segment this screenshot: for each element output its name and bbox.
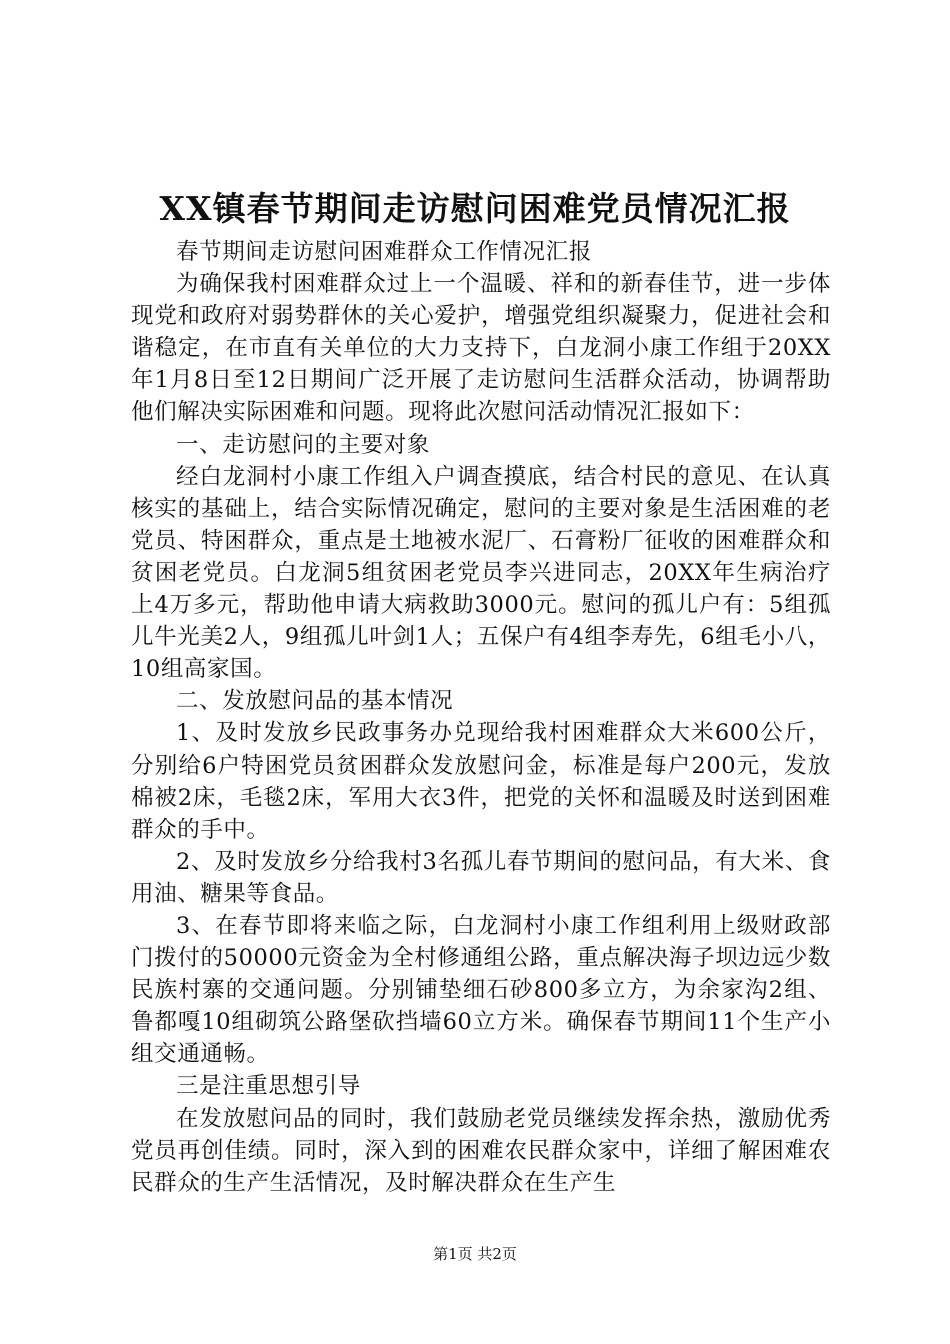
section-2-item-2: 2、及时发放乡分给我村3名孤儿春节期间的慰问品，有大米、食用油、糖果等食品。 <box>131 848 831 907</box>
section-heading-3: 三是注重思想引导 <box>176 1073 361 1100</box>
section-3-paragraph: 在发放慰问品的同时，我们鼓励老党员继续发挥余热，激励优秀党员再创佳绩。同时，深入到的困难农民群众家中，详细了解困难农民群众的生产生活情况，及时解决群众在生产生 <box>131 1105 831 1196</box>
subtitle-paragraph: 春节期间走访慰问困难群众工作情况汇报 <box>176 239 592 265</box>
intro-paragraph: 为确保我村困难群众过上一个温暖、祥和的新春佳节，进一步体现党和政府对弱势群休的关心爱护，增强党组织凝聚力，促进社会和谐稳定，在市直有关单位的大力支持下，白龙洞小康工作组于20XX年1月8日至12日期间广泛开展了走访慰问生活群众活动，协调帮助他们解决实际困难和问题。现将此次慰问活动情况汇报如下： <box>131 271 831 426</box>
page-footer: 第1页 共2页 <box>433 1245 517 1263</box>
section-heading-2: 二、发放慰问品的基本情况 <box>176 688 454 715</box>
document-title: XX镇春节期间走访慰问困难党员情况汇报 <box>159 189 791 228</box>
section-heading-1: 一、走访慰问的主要对象 <box>176 431 431 458</box>
section-2-item-3: 3、在春节即将来临之际，白龙洞村小康工作组利用上级财政部门拨付的50000元资金为全村修通组公路，重点解决海子坝边远少数民族村寨的交通问题。分别铺垫细石砂800多立方，为余家沟2组、鲁都嘎10组砌筑公路堡砍挡墙60立方米。确保春节期间11个生产小组交通通畅。 <box>131 912 831 1068</box>
section-1-paragraph: 经白龙洞村小康工作组入户调查摸底，结合村民的意见、在认真核实的基础上，结合实际情况确定，慰问的主要对象是生活困难的老党员、特困群众，重点是土地被水泥厂、石膏粉厂征收的困难群众和贫困老党员。白龙洞5组贫困老党员李兴进同志，20XX年生病治疗上4万多元，帮助他申请大病救助3000元。慰问的孤儿户有：5组孤儿牛光美2人，9组孤儿叶剑1人；五保户有4组李寿先，6组毛小八，10组高家国。 <box>131 463 831 683</box>
document-body <box>131 236 831 1199</box>
section-2-item-1: 1、及时发放乡民政事务办兑现给我村困难群众大米600公斤，分别给6户特困党员贫困群众发放慰问金，标准是每户200元，发放棉被2床，毛毯2床，军用大衣3件，把党的关怀和温暖及时送到困难群众的手中。 <box>131 720 831 843</box>
